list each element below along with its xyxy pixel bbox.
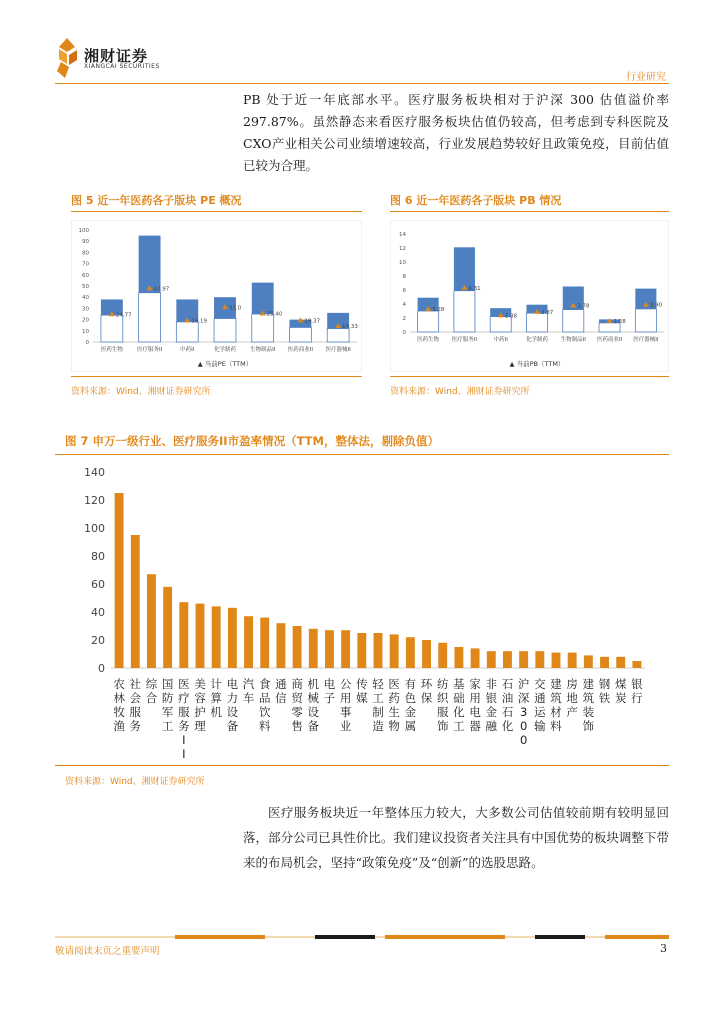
fig6-bar-low: [418, 311, 439, 332]
fig6-data-label: 1.58: [613, 318, 626, 325]
fig5-source: 资料来源：Wind、湘财证券研究所: [71, 387, 211, 397]
fig7-bar: [519, 651, 528, 668]
fig5-bar-low: [176, 322, 198, 342]
fig7-x-label: 钢铁: [598, 677, 611, 705]
body-paragraph-2: 医疗服务板块近一年整体压力较大，大多数公司估值较前期有较明显回落，部分公司已具性价比。我们建议投资者关注具有中国优势的板块调整下带来的布局机会，坚持“政策免疫”及“创新”的选股思路。: [243, 805, 669, 870]
fig7-ytick-label: 0: [98, 662, 105, 675]
logo-icon: [55, 38, 79, 78]
fig6-ytick-label: 10: [399, 260, 406, 266]
fig5-ytick-label: 40: [82, 295, 89, 302]
fig7-x-label: 通信: [275, 677, 287, 705]
fig5-data-label: 25.40: [266, 311, 283, 318]
fig7-bar: [147, 574, 156, 668]
fig7-chart: [55, 460, 669, 760]
fig7-x-label: 医疗服务 I I: [178, 677, 190, 760]
fig7-bar: [228, 608, 237, 668]
fig7-x-label: 社会服务: [129, 677, 142, 733]
fig7-bar: [276, 623, 285, 668]
fig7-x-label: 汽车: [242, 677, 255, 705]
fig7-bar: [552, 653, 561, 668]
fig7-bar: [568, 653, 577, 668]
page-number: 3: [660, 942, 667, 955]
fig7-x-label: 建筑装饰: [582, 677, 595, 733]
fig7-x-label: 建筑材料: [550, 677, 562, 733]
fig5-ytick-label: 20: [82, 317, 89, 324]
fig7-bar: [341, 630, 350, 668]
report-type: 行业研究: [626, 72, 666, 83]
fig5-top-divider: [71, 211, 362, 212]
fig7-bar: [422, 640, 431, 668]
fig7-bar: [438, 643, 447, 668]
fig7-bar: [503, 651, 512, 668]
fig5-data-label: 14.33: [342, 323, 358, 330]
fig7-ytick-label: 80: [91, 550, 105, 563]
fig5-x-label: 医药生物: [100, 347, 123, 353]
fig5-chart: [71, 220, 362, 372]
fig7-bar: [616, 657, 625, 668]
fig7-x-label: 轻工制造: [372, 677, 384, 733]
fig5-x-label: 医疗服务II: [136, 347, 163, 353]
fig7-x-label: 商贸零售: [291, 677, 303, 733]
fig6-x-label: 医疗服务II: [451, 337, 478, 343]
fig5-ytick-label: 70: [82, 261, 89, 268]
fig5-ytick-label: 30: [82, 306, 89, 313]
fig7-bar: [163, 587, 172, 668]
fig6-ytick-label: 8: [402, 274, 406, 280]
fig7-ytick-label: 120: [84, 494, 105, 507]
fig6-bar-low: [454, 291, 475, 332]
fig7-bar: [584, 655, 593, 668]
fig7-bar: [260, 618, 269, 668]
fig7-bar: [406, 637, 415, 668]
fig7-x-label: 机械设备: [307, 677, 320, 733]
fig7-bar: [632, 661, 641, 668]
fig5-ytick-label: 100: [78, 228, 89, 234]
fig5-ytick-label: 60: [82, 272, 89, 279]
fig5-bar-low: [214, 318, 236, 342]
fig7-x-label: 综合: [145, 677, 158, 705]
fig6-x-label: 医药生物: [417, 337, 440, 343]
fig7-bar: [309, 629, 318, 668]
fig5-data-label: 31.0: [229, 305, 242, 312]
fig6-ytick-label: 14: [399, 232, 406, 238]
fig6-top-divider: [390, 211, 669, 212]
fig7-x-label: 银行: [631, 677, 643, 705]
fig7-x-label: 电力设备: [226, 677, 239, 733]
fig7-x-label: 非银金融: [485, 677, 498, 733]
fig6-x-label: 生物制品II: [560, 337, 586, 343]
fig6-bar-low: [563, 310, 584, 332]
fig5-bar-low: [327, 329, 349, 342]
fig7-bottom-divider: [55, 765, 669, 766]
fig6-legend: ▲ 当前PB（TTM）: [509, 360, 565, 368]
fig6-bar-low: [526, 313, 547, 332]
fig7-ytick-label: 20: [91, 634, 105, 647]
fig7-top-divider: [55, 454, 669, 455]
fig6-x-label: 化学制药: [525, 337, 549, 343]
fig5-x-label: 医药商业II: [287, 347, 314, 353]
fig5-title: 图 5 近一年医药各子版块 PE 概况: [71, 194, 242, 207]
fig6-ytick-label: 2: [402, 316, 406, 322]
fig6-data-label: 2.87: [541, 309, 554, 316]
fig7-bar: [131, 535, 140, 668]
fig6-data-label: 3.28: [432, 307, 445, 314]
fig6-x-label: 医药商业II: [596, 337, 623, 343]
fig6-title: 图 6 近一年医药各子版块 PB 情况: [390, 194, 562, 207]
fig7-bar: [454, 647, 463, 668]
header-divider: [55, 83, 669, 84]
fig5-bar-low: [252, 314, 274, 342]
fig6-ytick-label: 0: [402, 330, 406, 336]
fig7-x-label: 电子: [323, 677, 336, 705]
fig5-x-label: 医疗器械II: [325, 347, 351, 353]
company-name-en: XIANGCAI SECURITIES: [84, 63, 160, 70]
fig7-x-label: 国防军工: [161, 677, 174, 733]
fig7-bar: [244, 616, 253, 668]
fig5-bar-low: [139, 293, 161, 342]
fig5-bar-high: [139, 236, 161, 293]
fig5-data-label: 19.37: [304, 318, 321, 325]
fig6-ytick-label: 4: [402, 302, 406, 308]
fig7-x-label: 公用事业: [339, 677, 352, 733]
fig6-bar-low: [635, 309, 656, 332]
fig5-data-label: 47.97: [153, 286, 170, 293]
fig7-bar: [535, 651, 544, 668]
fig6-data-label: 3.78: [577, 303, 590, 310]
fig5-bottom-divider: [71, 376, 362, 377]
fig6-data-label: 2.38: [504, 313, 517, 320]
fig7-x-label: 环保: [420, 677, 433, 705]
body-paragraph-1: PB 处于近一年底部水平。医疗服务板块相对于沪深 300 估值溢价率 297.87%。虽然静态来看医疗服务板块估值仍较高，但考虑到专科医院及CXO产业相关公司业绩增速较高，行业发展趋势较好且政策免疫，目前估值已较为合理。: [243, 92, 669, 173]
fig7-bar: [212, 606, 221, 668]
fig5-ytick-label: 0: [85, 340, 89, 346]
fig7-x-label: 交通运输: [534, 677, 546, 733]
fig5-bar-low: [289, 327, 311, 342]
fig6-ytick-label: 6: [402, 288, 406, 294]
fig7-x-label: 有色金属: [404, 677, 417, 733]
fig7-ytick-label: 100: [84, 522, 105, 535]
fig6-data-label: 6.31: [468, 285, 481, 292]
fig6-bar-high: [454, 247, 475, 290]
fig7-x-label: 传媒: [356, 677, 368, 705]
fig5-data-label: 24.77: [115, 312, 132, 319]
fig5-data-label: 19.19: [191, 318, 208, 325]
fig7-x-label: 医药生物: [388, 677, 400, 733]
footer-stripe: [55, 935, 669, 940]
fig7-bar: [115, 493, 124, 668]
fig7-x-label: 纺织服饰: [436, 677, 449, 733]
fig7-x-label: 美容护理: [194, 677, 206, 733]
company-name-cn: 湘财证券: [84, 47, 149, 65]
fig7-x-label: 食品饮料: [258, 677, 271, 733]
fig6-frame: [390, 220, 669, 372]
fig7-bar: [357, 633, 366, 668]
fig7-bar: [293, 626, 302, 668]
fig6-ytick-label: 12: [399, 246, 406, 252]
fig7-source: 资料来源：Wind、湘财证券研究所: [65, 777, 205, 787]
fig5-x-label: 化学制药: [213, 347, 237, 353]
fig7-bar: [471, 648, 480, 668]
fig7-x-label: 家用电器: [469, 677, 481, 733]
fig7-bar: [179, 602, 188, 668]
fig6-bottom-divider: [390, 376, 669, 377]
fig7-x-label: 房地产: [566, 677, 578, 719]
fig7-ytick-label: 60: [91, 578, 105, 591]
fig5-ytick-label: 80: [82, 250, 89, 257]
fig7-bar: [196, 604, 205, 668]
fig5-x-label: 中药II: [180, 347, 195, 353]
fig5-ytick-label: 90: [82, 239, 89, 246]
fig7-x-label: 基础化工: [453, 677, 465, 733]
fig5-bar-high: [252, 283, 274, 314]
fig5-legend: ▲ 当前PE（TTM）: [197, 360, 253, 368]
fig7-bar: [374, 633, 383, 668]
fig5-ytick-label: 10: [82, 328, 89, 335]
footer-disclaimer: 敬请阅读末页之重要声明: [55, 946, 160, 957]
fig6-data-label: 3.90: [649, 302, 663, 309]
fig7-x-label: 煤炭: [614, 677, 627, 705]
fig5-bar-low: [101, 315, 123, 342]
fig5-x-label: 生物制品II: [250, 347, 276, 353]
fig7-x-label: 计算机: [210, 677, 222, 719]
fig7-ytick-label: 40: [91, 606, 105, 619]
fig7-bar: [600, 657, 609, 668]
fig7-title: 图 7 申万一级行业、医疗服务II市盈率情况（TTM，整体法，剔除负值）: [65, 434, 439, 448]
fig6-source: 资料来源：Wind、湘财证券研究所: [390, 387, 530, 397]
fig7-ytick-label: 140: [84, 466, 105, 479]
fig7-bar: [390, 634, 399, 668]
fig7-x-label: 农林牧渔: [113, 677, 125, 733]
fig7-x-label: 石油石化: [501, 677, 514, 733]
fig6-x-label: 医疗器械II: [633, 337, 659, 343]
fig7-bar: [325, 630, 334, 668]
fig6-x-label: 中药II: [493, 337, 508, 343]
fig7-x-label: 沪深 3 0 0: [517, 677, 530, 747]
fig6-chart: [390, 220, 669, 372]
fig7-bar: [487, 651, 496, 668]
fig5-ytick-label: 50: [82, 284, 89, 290]
